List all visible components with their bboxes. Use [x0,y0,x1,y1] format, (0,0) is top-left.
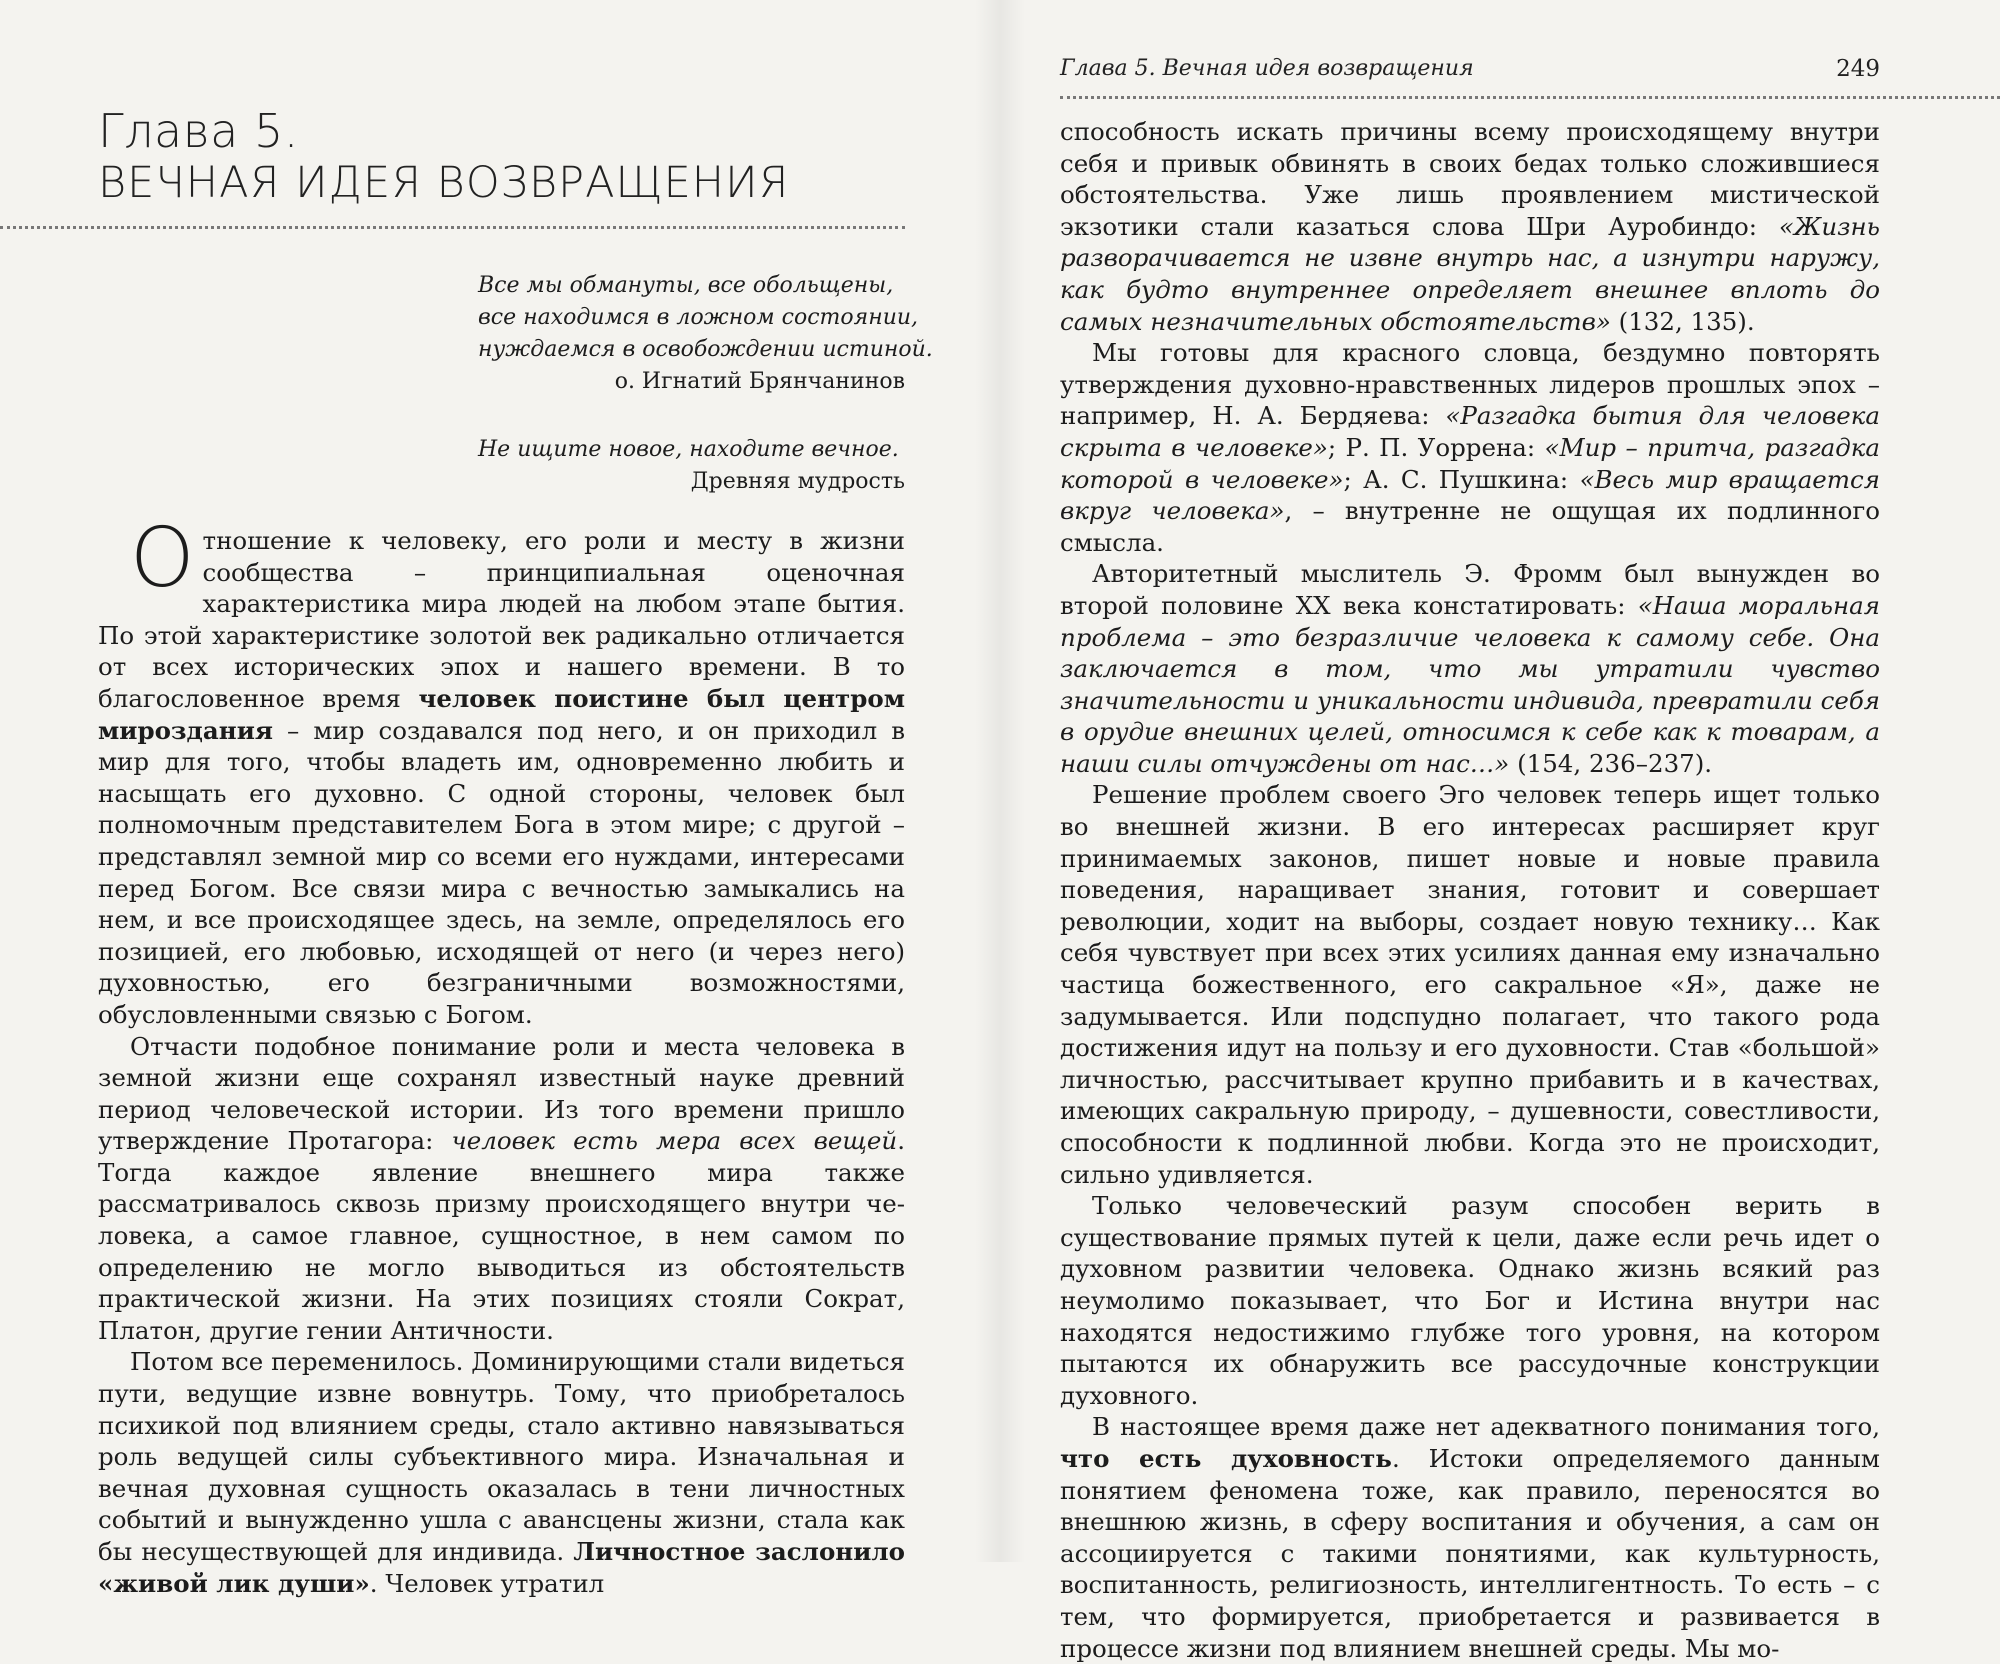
paragraph: Отчасти подобное понимание роли и места человека в земной жизни еще сохранял известный науке древний период человеческой истории. Из того времени пришло утверждение Протагора: человек есть мера всех вещей. Тогда каждое явление внешнего мира также рассматривалось сквозь призму происходящего внутри человека, а самое главное, сущностное, в нем самом по определению не могло выводиться из обстоятельств практической жизни. На этих позициях стояли Сократ, Платон, другие гении Античности. [98,1031,905,1345]
dotted-divider [0,226,905,229]
paragraph: В настоящее время даже нет адекватного понимания того, что есть духовность. Истоки определяемого данным понятием феномена тоже, как правило, переносятся во внешнюю жизнь, в сферу воспитания и обучения, а сам он ассоциируется с такими понятиями, как культурность, воспитанность, религиозность, интеллигентность. То есть – с тем, что формируется, приобретается и развивается в процессе жизни под влиянием внешней среды. Мы мо- [1060,1412,1880,1663]
body-text-right [1060,116,1880,1664]
epigraph-line: Не ищите новое, находите вечное. [478,437,899,462]
page-number: 249 [1836,56,1880,82]
epigraph-line: Все мы обмануты, все обольщены, [478,273,894,298]
paragraph: Потом все переменилось. Доминирующими стали видеться пути, ведущие извне вовнутрь. Тому, что приобреталось психикой под влиянием среды, стало активно навязываться роль ведущей силы субъективного мира. Изначальная и вечная духовная сущность оказалась в тени личностных событий и вынужденно ушла с авансцены жизни, стала как бы несуществующей для индивида. Личностное заслонило «живой лик души». Человек утратил [98,1347,906,1598]
epigraph-author: Древняя мудрость [690,469,905,494]
dotted-divider [1060,96,2000,99]
paragraph: способность искать причины всему происходящему внутри себя и привык обвинять в своих бедах только сложившиеся обстоятельства. Уже лишь проявлением мистической экзотики стали казаться слова Шри Ауробиндо: «Жизнь разворачивается не извне внутрь нас, а изнутри наружу, как будто внутреннее определяет внешнее вплоть до самых незначительных обстоятельств» (132, 135). [1060,117,1880,336]
chapter-number: Глава 5. [98,104,299,158]
epigraph-block [478,270,933,498]
running-head-title: Глава 5. Вечная идея возвращения [1060,56,1474,81]
epigraph-author: о. Игнатий Брянчанинов [614,369,905,394]
paragraph: Только человеческий разум способен верить в существование прямых путей к цели, даже если речь идет о духовном развитии человека. Однако жизнь всякий раз неумолимо показывает, что Бог и Истина внутри нас находятся недостижимо глубже того уровня, на котором пытаются их обнаружить все рассудочные конструкции духовного. [1060,1191,1880,1410]
right-page [1010,0,2000,1663]
body-text-left [98,511,906,1599]
left-page [0,0,990,1598]
epigraph-line: все находимся в ложном состоянии, [478,305,919,330]
paragraph: Авторитетный мыслитель Э. Фромм был вынужден во второй половине XX века констатировать: «Наша моральная проблема – это безразличие человека к самому себе. Она заключается в том, что мы утратили чувство значительности и уникальности индивида, превратили себя в орудие внешних целей, относимся к себе как к товарам, а наши силы отчуждены от нас…» (154, 236–237). [1060,559,1880,778]
chapter-title: ВЕЧНАЯ ИДЕЯ ВОЗВРАЩЕНИЯ [98,158,790,208]
paragraph: Решение проблем своего Эго человек теперь ищет только во внешней жизни. В его интересах расширяет круг принимаемых законов, пишет новые и новые правила поведения, наращивает знания, готовит и совершает революции, ходит на выборы, создает новую технику… Как себя чувствует при всех этих усилиях данная ему изначально частица божественного, его сакральное «Я», даже не задумывается. Или подспудно полагает, что такого рода достижения идут на пользу и его духовности. Став «большой» личностью, рассчитывает крупно прибавить и в качествах, имеющих сакральную природу, – душевности, совестливости, способности к подлинной любви. Когда это не происходит, сильно удивляется. [1060,780,1880,1189]
running-head [1060,56,1880,81]
epigraph-line: нуждаемся в освобождении истиной. [478,337,933,362]
drop-cap: О [130,511,195,606]
paragraph: Мы готовы для красного словца, бездумно повторять утверждения духовно-нравственных лидеров прошлых эпох – например, Н. А. Бердяева: «Разгадка бытия для человека скрыта в человеке»; Р. П. Уоррена: «Мир – притча, разгадка которой в человеке»; А. С. Пушкина: «Весь мир вращается вкруг человека», – внутренне не ощущая их подлинного смысла. [1060,338,1880,557]
paragraph: Отношение к человеку, его роли и месту в жизни сообщества – принципиальная оценочная характеристика мира людей на любом этапе бытия. По этой характеристике золотой век радикально отличается от всех исторических эпох и нашего времени. В то благословенное время человек поистине был центром мироздания – мир создавался под него, и он приходил в мир для того, чтобы владеть им, одновременно любить и насыщать его духовно. С одной стороны, человек был полномочным представителем Бога в этом мире; с другой – представлял земной мир со всеми его нуждами, интересами перед Богом. Все связи мира с вечностью замыкались на нем, и все происходящее здесь, на земле, определялось его позицией, его любовью, исходящей от него (и через него) духовностью, его безграничными возможностями, обусловленными связью с Богом. [98,511,905,1029]
